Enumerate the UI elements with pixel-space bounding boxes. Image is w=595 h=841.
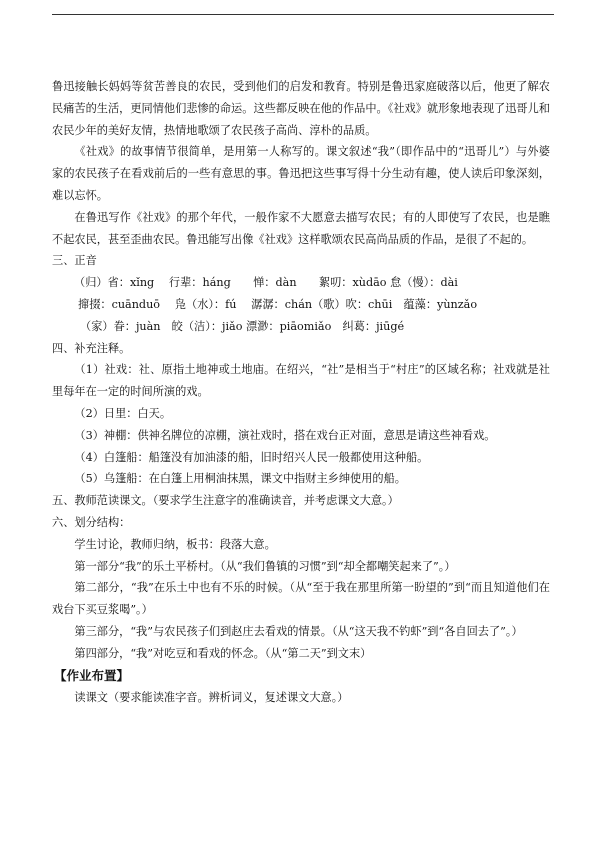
homework-text: 读课文（要求能读准字音。辨析词义，复述课文大意。） (74, 690, 349, 704)
note-item: （4）白篷船：船篷没有加油漆的船，旧时绍兴人民一般都使用这种船。 (74, 450, 429, 464)
paragraph-2: 《社戏》的故事情节很简单，是用第一人称写的。课文叙述“我”（即作品中的“迅哥儿”）与外婆家的农民孩子在看戏前后的一些有意思的事。鲁迅把这些事写得十分生动有趣，使人读后印象深刻，难以忘怀。 (52, 145, 550, 202)
section-4-heading: 四、补充注释。 (52, 341, 131, 355)
section-6-intro: 学生讨论，教师归纳，板书：段落大意。 (74, 537, 276, 551)
document-body (52, 76, 550, 708)
structure-part: 第四部分，“我”对吃豆和看戏的怀念。（从“第二天”到文末） (74, 646, 372, 660)
pronunciation-line-3: （家）眷：juàn 皎（洁）：jiǎo 漂渺：piāomiǎo 纠葛：jiūgé (80, 319, 405, 333)
structure-part: 第一部分“我”的乐土平桥村。（从“我们鲁镇的习惯”到“却全都嘲笑起来了”。） (74, 559, 456, 573)
section-6-heading: 六、划分结构： (52, 515, 131, 529)
note-item: （5）乌篷船：在白篷上用桐油抹黑，课文中指财主乡绅使用的船。 (74, 472, 406, 486)
section-5-heading: 五、教师范读课文。（要求学生注意字的准确读音，并考虑课文大意。） (52, 494, 399, 508)
header-rule (52, 14, 554, 15)
structure-part: 第二部分，“我”在乐土中也有不乐的时候。（从“至于我在那里所第一盼望的”到“而且知道他们在戏台下买豆浆喝”。） (52, 581, 550, 617)
homework-heading: 【作业布置】 (54, 667, 130, 683)
note-item: （1）社戏：社、原指土地神或土地庙。在绍兴，“社”是相当于“村庄”的区域名称；社戏就是社里每年在一定的时间所演的戏。 (52, 363, 550, 399)
note-item: （3）神棚：供神名牌位的凉棚，演社戏时，搭在戏台正对面，意思是请这些神看戏。 (74, 428, 496, 442)
pronunciation-line-2: 撺掇：cuānduō 凫（水）：fú 潺潺：chán（歌）吹：chūi 蕴藻：yùnzǎo (78, 297, 478, 311)
paragraph-1: 鲁迅接触长妈妈等贫苦善良的农民，受到他们的启发和教育。特别是鲁迅家庭破落以后，他更了解农民痛苦的生活，更同情他们悲惨的命运。这些都反映在他的作品中。《社戏》就形象地表现了迅哥儿和农民少年的美好友情，热情地歌颂了农民孩子高尚、淳朴的品质。 (52, 80, 550, 137)
section-3-heading: 三、正音 (52, 254, 97, 268)
note-item: （2）日里：白天。 (74, 406, 172, 420)
paragraph-3: 在鲁迅写作《社戏》的那个年代，一般作家不大愿意去描写农民；有的人即使写了农民，也是瞧不起农民，甚至歪曲农民。鲁迅能写出像《社戏》这样歌颂农民高尚品质的作品，是很了不起的。 (52, 210, 550, 246)
pronunciation-line-1: （归）省：xǐng 行辈：háng 惮：dàn 絮叨：xùdāo 怠（慢）：dài (74, 276, 458, 290)
structure-part: 第三部分，“我”与农民孩子们到赵庄去看戏的情景。（从“这天我不钓虾”到“各自回去了”。） (74, 624, 523, 638)
